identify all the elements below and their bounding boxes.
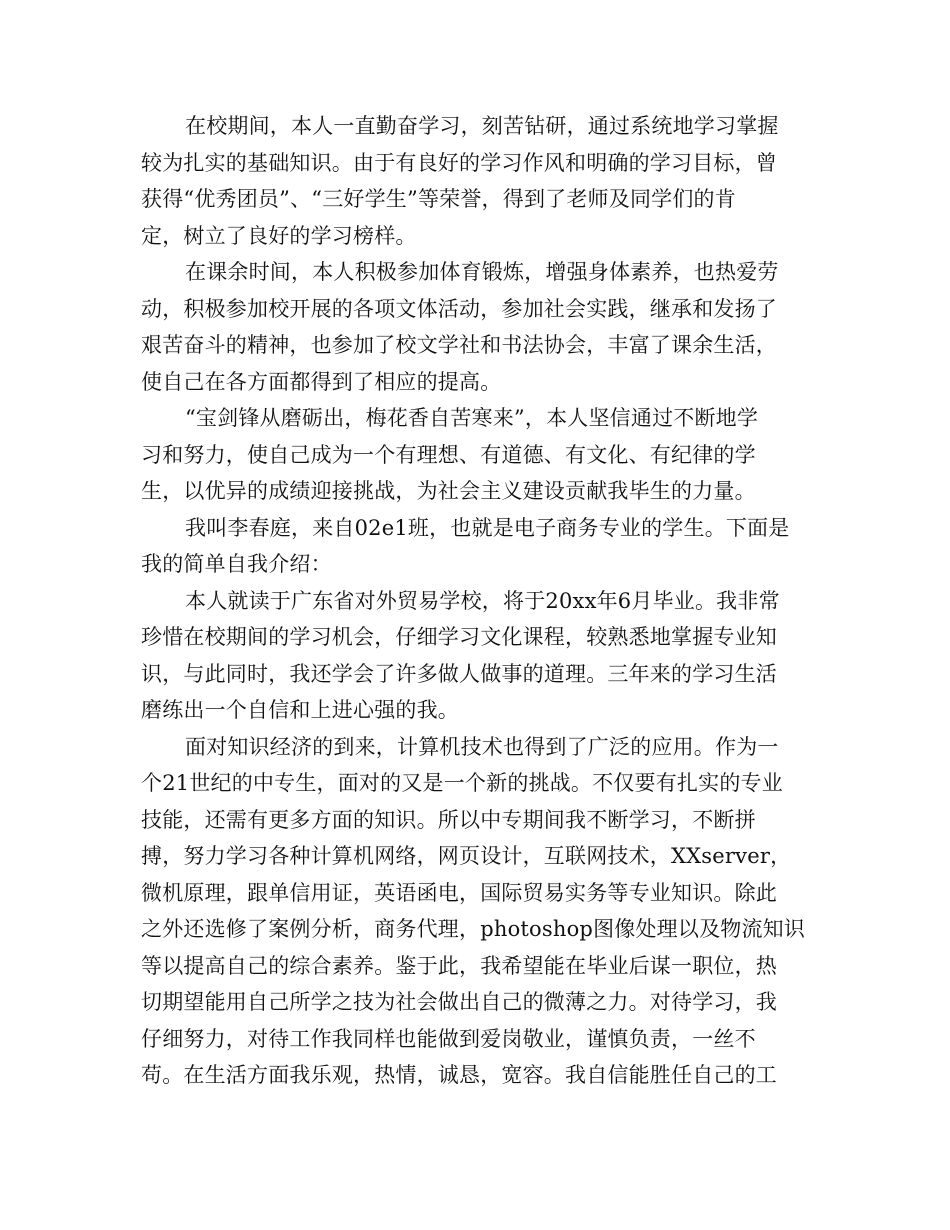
text-line: “宝剑锋从磨砺出，梅花香自苦寒来”，本人坚信通过不断地学 <box>185 406 759 430</box>
text-line: 技能，还需有更多方面的知识。所以中专期间我不断学习，不断拼 <box>141 807 756 832</box>
text-line: 面对知识经济的到来，计算机技术也得到了广泛的应用。作为一 <box>185 734 779 759</box>
text-line: 定，树立了良好的学习榜样。 <box>141 223 417 248</box>
document-body <box>141 108 821 1094</box>
text-line: 本人就读于广东省对外贸易学校，将于20xx年6月毕业。我非常 <box>185 588 780 613</box>
text-line: 在校期间，本人一直勤奋学习，刻苦钻研，通过系统地学习掌握 <box>185 114 779 138</box>
text-line: 在课余时间，本人积极参加体育锻炼，增强身体素养，也热爱劳 <box>185 260 779 284</box>
text-line: 生，以优异的成绩迎接挑战，为社会主义建设贡献我毕生的力量。 <box>141 479 756 503</box>
text-line: 动，积极参加校开展的各项文体活动，参加社会实践，继承和发扬了 <box>141 296 777 321</box>
text-line: 我的简单自我介绍： <box>141 552 332 576</box>
text-line: 习和努力，使自己成为一个有理想、有道德、有文化、有纪律的学 <box>141 442 756 467</box>
text-line: 之外还选修了案例分析，商务代理，photoshop图像处理以及物流知识 <box>141 917 806 941</box>
text-line: 使自己在各方面都得到了相应的提高。 <box>141 369 502 394</box>
text-line: 获得“优秀团员”、“三好学生”等荣誉，得到了老师及同学们的肯 <box>141 187 736 211</box>
text-line: 仔细努力，对待工作我同样也能做到爱岗敬业，谨慎负责，一丝不 <box>141 1026 756 1051</box>
text-line: 识，与此同时，我还学会了许多做人做事的道理。三年来的学习生活 <box>141 661 777 686</box>
text-line: 切期望能用自己所学之技为社会做出自己的微薄之力。对待学习，我 <box>141 990 777 1014</box>
text-line: 苟。在生活方面我乐观，热情，诚恳，宽容。我自信能胜任自己的工 <box>141 1063 777 1087</box>
text-line: 磨练出一个自信和上进心强的我。 <box>141 698 459 722</box>
text-line: 等以提高自己的综合素养。鉴于此，我希望能在毕业后谋一职位，热 <box>141 953 777 978</box>
text-line: 搏，努力学习各种计算机网络，网页设计，互联网技术，XXserver， <box>141 844 792 868</box>
text-line: 个21世纪的中专生，面对的又是一个新的挑战。不仅要有扎实的专业 <box>141 771 783 795</box>
text-line: 微机原理，跟单信用证，英语函电，国际贸易实务等专业知识。除此 <box>141 880 777 905</box>
text-line: 较为扎实的基础知识。由于有良好的学习作风和明确的学习目标，曾 <box>141 150 777 175</box>
text-line: 珍惜在校期间的学习机会，仔细学习文化课程，较熟悉地掌握专业知 <box>141 625 777 649</box>
text-line: 我叫李春庭，来自02e1班，也就是电子商务专业的学生。下面是 <box>185 515 790 540</box>
text-line: 艰苦奋斗的精神，也参加了校文学社和书法协会，丰富了课余生活， <box>141 333 777 357</box>
